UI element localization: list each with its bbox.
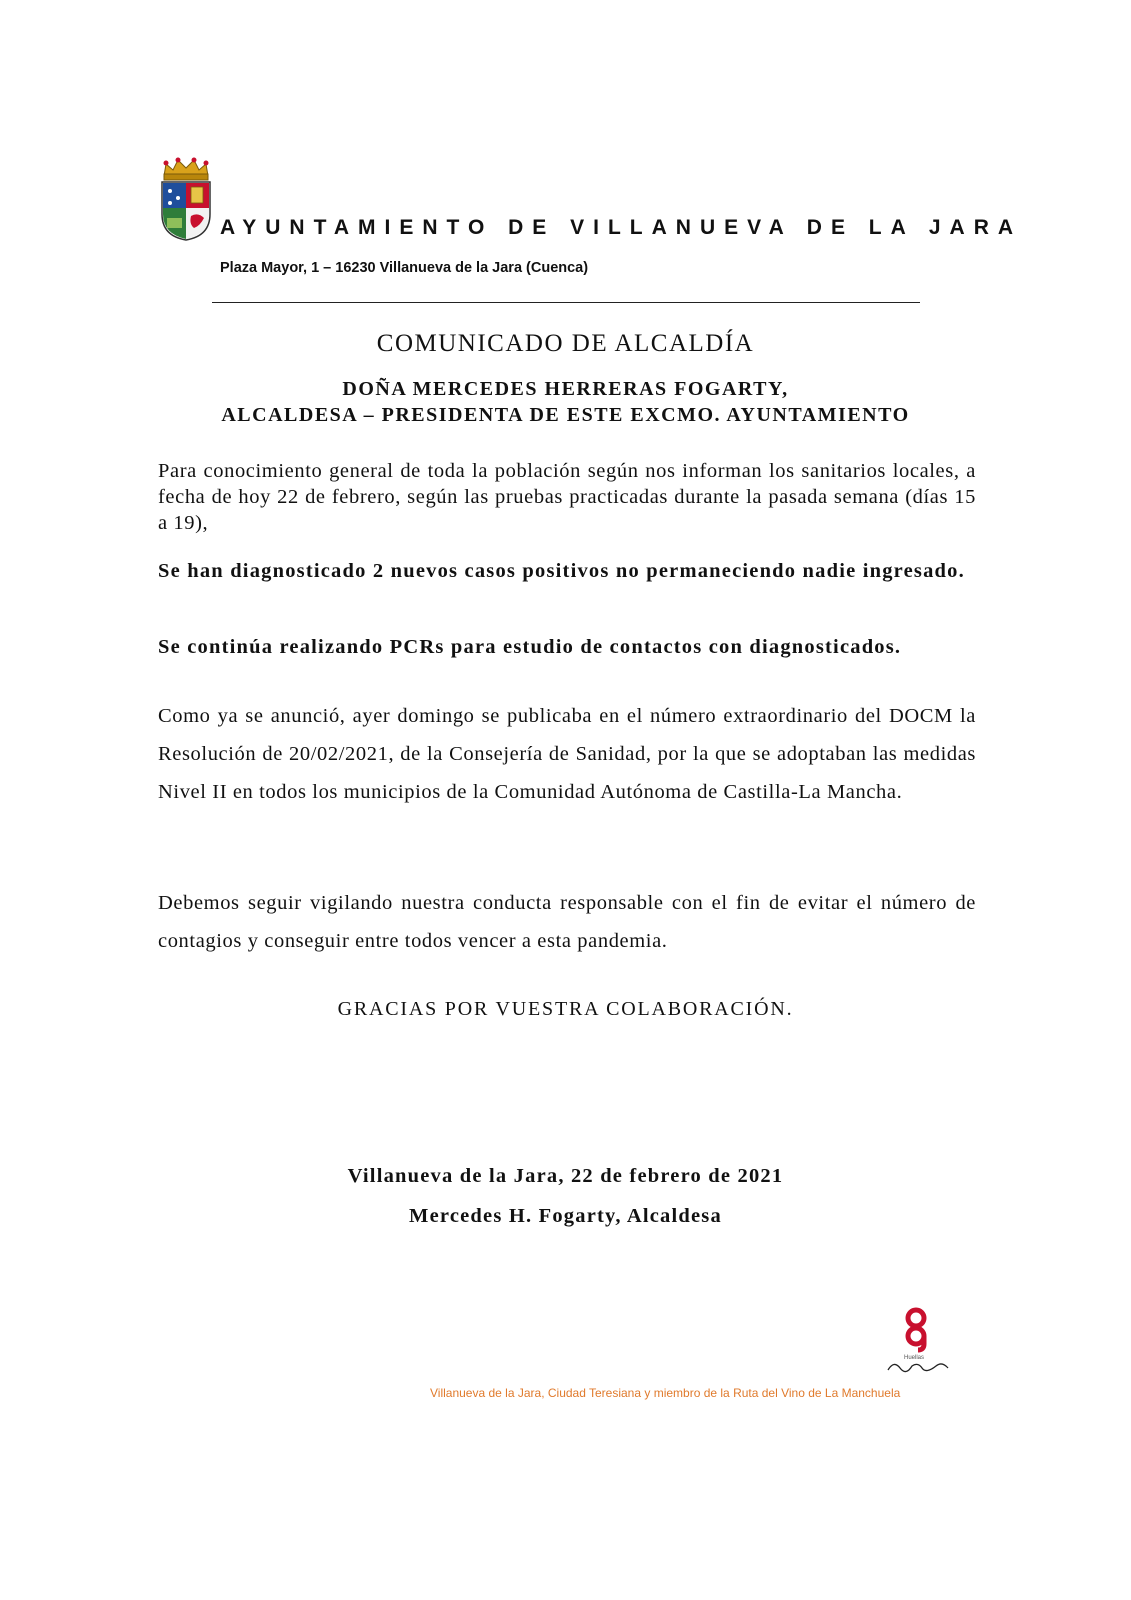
signature-name: Mercedes H. Fogarty, Alcaldesa [409, 1205, 722, 1227]
mayor-title-line: ALCALDESA – PRESIDENTA DE ESTE EXCMO. AYUNTAMIENTO [221, 404, 910, 426]
paragraph-intro: Para conocimiento general de toda la población según nos informan los sanitarios locales, a fecha de hoy 22 de febrero, según las pruebas practicadas durante la pasada semana (días 15 a 19), [158, 460, 976, 534]
organization-address: Plaza Mayor, 1 – 16230 Villanueva de la Jara (Cuenca) [220, 260, 589, 276]
paragraph-responsibility: Debemos seguir vigilando nuestra conducta responsable con el fin de evitar el número de contagios y conseguir entre todos vencer a esta pandemia. [158, 892, 976, 952]
paragraph-resolution: Como ya se anunció, ayer domingo se publicaba en el número extraordinario del DOCM la Resolución de 20/02/2021, de la Consejería de Sanidad, por la que se adoptaban las medidas Nivel II en todos los municipios de la Comunidad Autónoma de Castilla-La Mancha. [158, 705, 976, 803]
footer-tagline: Villanueva de la Jara, Ciudad Teresiana y miembro de la Ruta del Vino de La Manchuela [430, 1386, 901, 1400]
document-title: COMUNICADO DE ALCALDÍA [376, 330, 755, 357]
thanks-line: GRACIAS POR VUESTRA COLABORACIÓN. [337, 998, 794, 1020]
mayor-name-line: DOÑA MERCEDES HERRERAS FOGARTY, [342, 378, 789, 400]
header-divider [212, 302, 920, 303]
coat-of-arms-icon [158, 156, 214, 242]
organization-name: AYUNTAMIENTO DE VILLANUEVA DE LA JARA [220, 216, 1023, 239]
huellas-logo-icon [884, 1306, 956, 1376]
paragraph-pcr: Se continúa realizando PCRs para estudio de contactos con diagnosticados. [158, 636, 902, 658]
paragraph-new-cases: Se han diagnosticado 2 nuevos casos positivos no permaneciendo nadie ingresado. [158, 560, 965, 582]
svg-text:Huellas: Huellas [903, 1355, 925, 1361]
signature-date: Villanueva de la Jara, 22 de febrero de 2021 [347, 1165, 784, 1187]
